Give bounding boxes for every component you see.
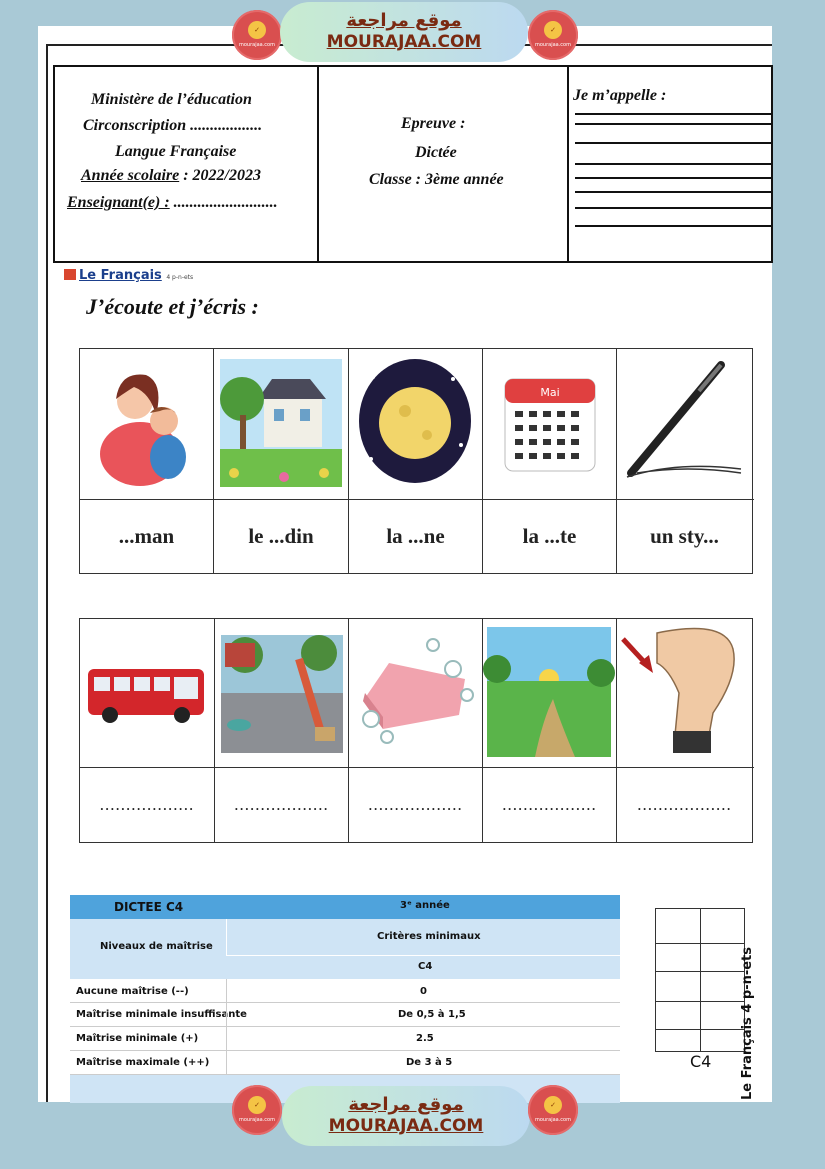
word-hint: un sty... [650, 524, 719, 548]
picture-garden-icon [214, 349, 349, 500]
criteria-label: Maîtrise minimale (+) [76, 1033, 199, 1044]
picture-pen-icon [617, 349, 754, 500]
criteria-label: Aucune maîtrise (--) [76, 986, 189, 997]
logo-caption: mourajaa.com [238, 1117, 275, 1123]
criteria-row [70, 981, 620, 1003]
score-label: C4 [690, 1052, 712, 1071]
criteria-row [70, 1003, 620, 1027]
calendar-month: Mai [540, 386, 560, 399]
school-year-label: Année scolaire [81, 167, 180, 184]
c4-subheader: C4 [418, 961, 433, 972]
site-logo-right[interactable] [528, 1085, 578, 1135]
word-hint: ...man [80, 500, 214, 573]
dictee-table-header [70, 895, 620, 919]
brand-label: Le Français [79, 268, 162, 283]
criteres-header-cell [226, 919, 621, 956]
dictee-level: 3ᵉ année [400, 900, 450, 911]
banner-arabic: موقع مراجعة [346, 10, 462, 31]
teacher-line [67, 194, 278, 212]
site-banner-top[interactable] [280, 2, 528, 62]
banner-arabic: موقع مراجعة [348, 1094, 464, 1115]
brand-small: 4 p-n-ets [166, 274, 194, 281]
subject-text: Langue Française [115, 143, 237, 160]
answer-blank[interactable]: .................. [80, 768, 215, 842]
picture-mother-icon [80, 349, 214, 500]
answer-blank[interactable]: .................. [215, 768, 349, 842]
logo-disc-icon: ✓ [544, 1096, 562, 1114]
classe-label: Classe : 3ème année [369, 171, 504, 188]
site-logo-left[interactable] [232, 1085, 282, 1135]
score-divider [656, 1001, 744, 1002]
dictee-label: Dictée [415, 144, 457, 161]
picture-playground-icon [215, 619, 349, 768]
word-hint: la ...te [483, 500, 617, 573]
site-logo-left[interactable] [232, 10, 282, 60]
picture-knee-icon [617, 619, 754, 768]
side-brand: Le Français 4 p-n-ets [740, 946, 755, 1100]
answer-blank[interactable]: .................. [637, 795, 732, 814]
picture-calendar-icon [483, 349, 617, 500]
criteria-row [70, 1027, 620, 1051]
school-year-value: : 2022/2023 [179, 167, 261, 184]
name-writing-line[interactable] [575, 163, 773, 165]
criteria-value: De 3 à 5 [406, 1057, 453, 1068]
dictee-title: DICTEE C4 [114, 900, 184, 914]
answer-blank[interactable]: .................. [349, 768, 483, 842]
ministry-text: Ministère de l’éducation [91, 91, 252, 108]
criteria-value: 2.5 [416, 1033, 434, 1044]
textbook-brand [64, 268, 193, 283]
logo-caption: mourajaa.com [238, 42, 275, 48]
name-writing-line[interactable] [575, 123, 773, 125]
picture-moon-icon [349, 349, 483, 500]
dictee-col-headers [70, 919, 620, 979]
school-year [81, 167, 261, 185]
picture-bus-icon [80, 619, 215, 768]
name-writing-line[interactable] [575, 225, 773, 227]
house-icon [64, 269, 76, 280]
picture-grid-2 [79, 618, 753, 843]
word-hint: la ...ne [349, 500, 483, 573]
criteria-label: Maîtrise minimale insuffisante [76, 1009, 247, 1020]
banner-site-link[interactable]: MOURAJAA.COM [326, 32, 482, 52]
name-writing-line[interactable] [575, 177, 773, 179]
answer-blank[interactable]: .................. [483, 768, 617, 842]
criteria-row [70, 1051, 620, 1075]
exercise-title: J’écoute et j’écris : [86, 294, 259, 319]
header-name-box[interactable] [567, 67, 773, 261]
name-writing-line[interactable] [575, 207, 773, 209]
column-divider [226, 979, 227, 1075]
logo-disc-icon: ✓ [544, 21, 562, 39]
banner-site-link[interactable]: MOURAJAA.COM [328, 1116, 484, 1136]
name-writing-line[interactable] [575, 113, 773, 115]
epreuve-label: Epreuve : [401, 115, 466, 132]
site-banner-bottom[interactable] [282, 1086, 530, 1146]
criteria-value: De 0,5 à 1,5 [398, 1009, 466, 1020]
criteria-label: Maîtrise maximale (++) [76, 1057, 210, 1068]
niveaux-header: Niveaux de maîtrise [100, 941, 213, 952]
logo-caption: mourajaa.com [534, 1117, 571, 1123]
name-writing-line[interactable] [575, 191, 773, 193]
score-divider [656, 1029, 744, 1030]
score-divider [656, 943, 744, 944]
picture-countryside-icon [483, 619, 617, 768]
circonscription-text: Circonscription .................. [83, 117, 263, 134]
header-school-info [55, 67, 319, 261]
criteria-value: 0 [420, 986, 427, 997]
criteres-header: Critères minimaux [377, 931, 481, 942]
picture-grid-1 [79, 348, 753, 574]
name-writing-line[interactable] [575, 142, 773, 144]
header-table [53, 65, 773, 263]
score-grid[interactable] [655, 908, 745, 1052]
score-divider [656, 971, 744, 972]
logo-disc-icon: ✓ [248, 21, 266, 39]
picture-soap-icon [349, 619, 483, 768]
site-logo-right[interactable] [528, 10, 578, 60]
teacher-label: Enseignant(e) : [67, 194, 170, 211]
teacher-value: .......................... [169, 194, 278, 211]
logo-disc-icon: ✓ [248, 1096, 266, 1114]
header-exam-info [317, 67, 569, 261]
logo-caption: mourajaa.com [534, 42, 571, 48]
name-label: Je m’appelle : [573, 87, 667, 104]
word-hint: le ...din [214, 500, 349, 573]
